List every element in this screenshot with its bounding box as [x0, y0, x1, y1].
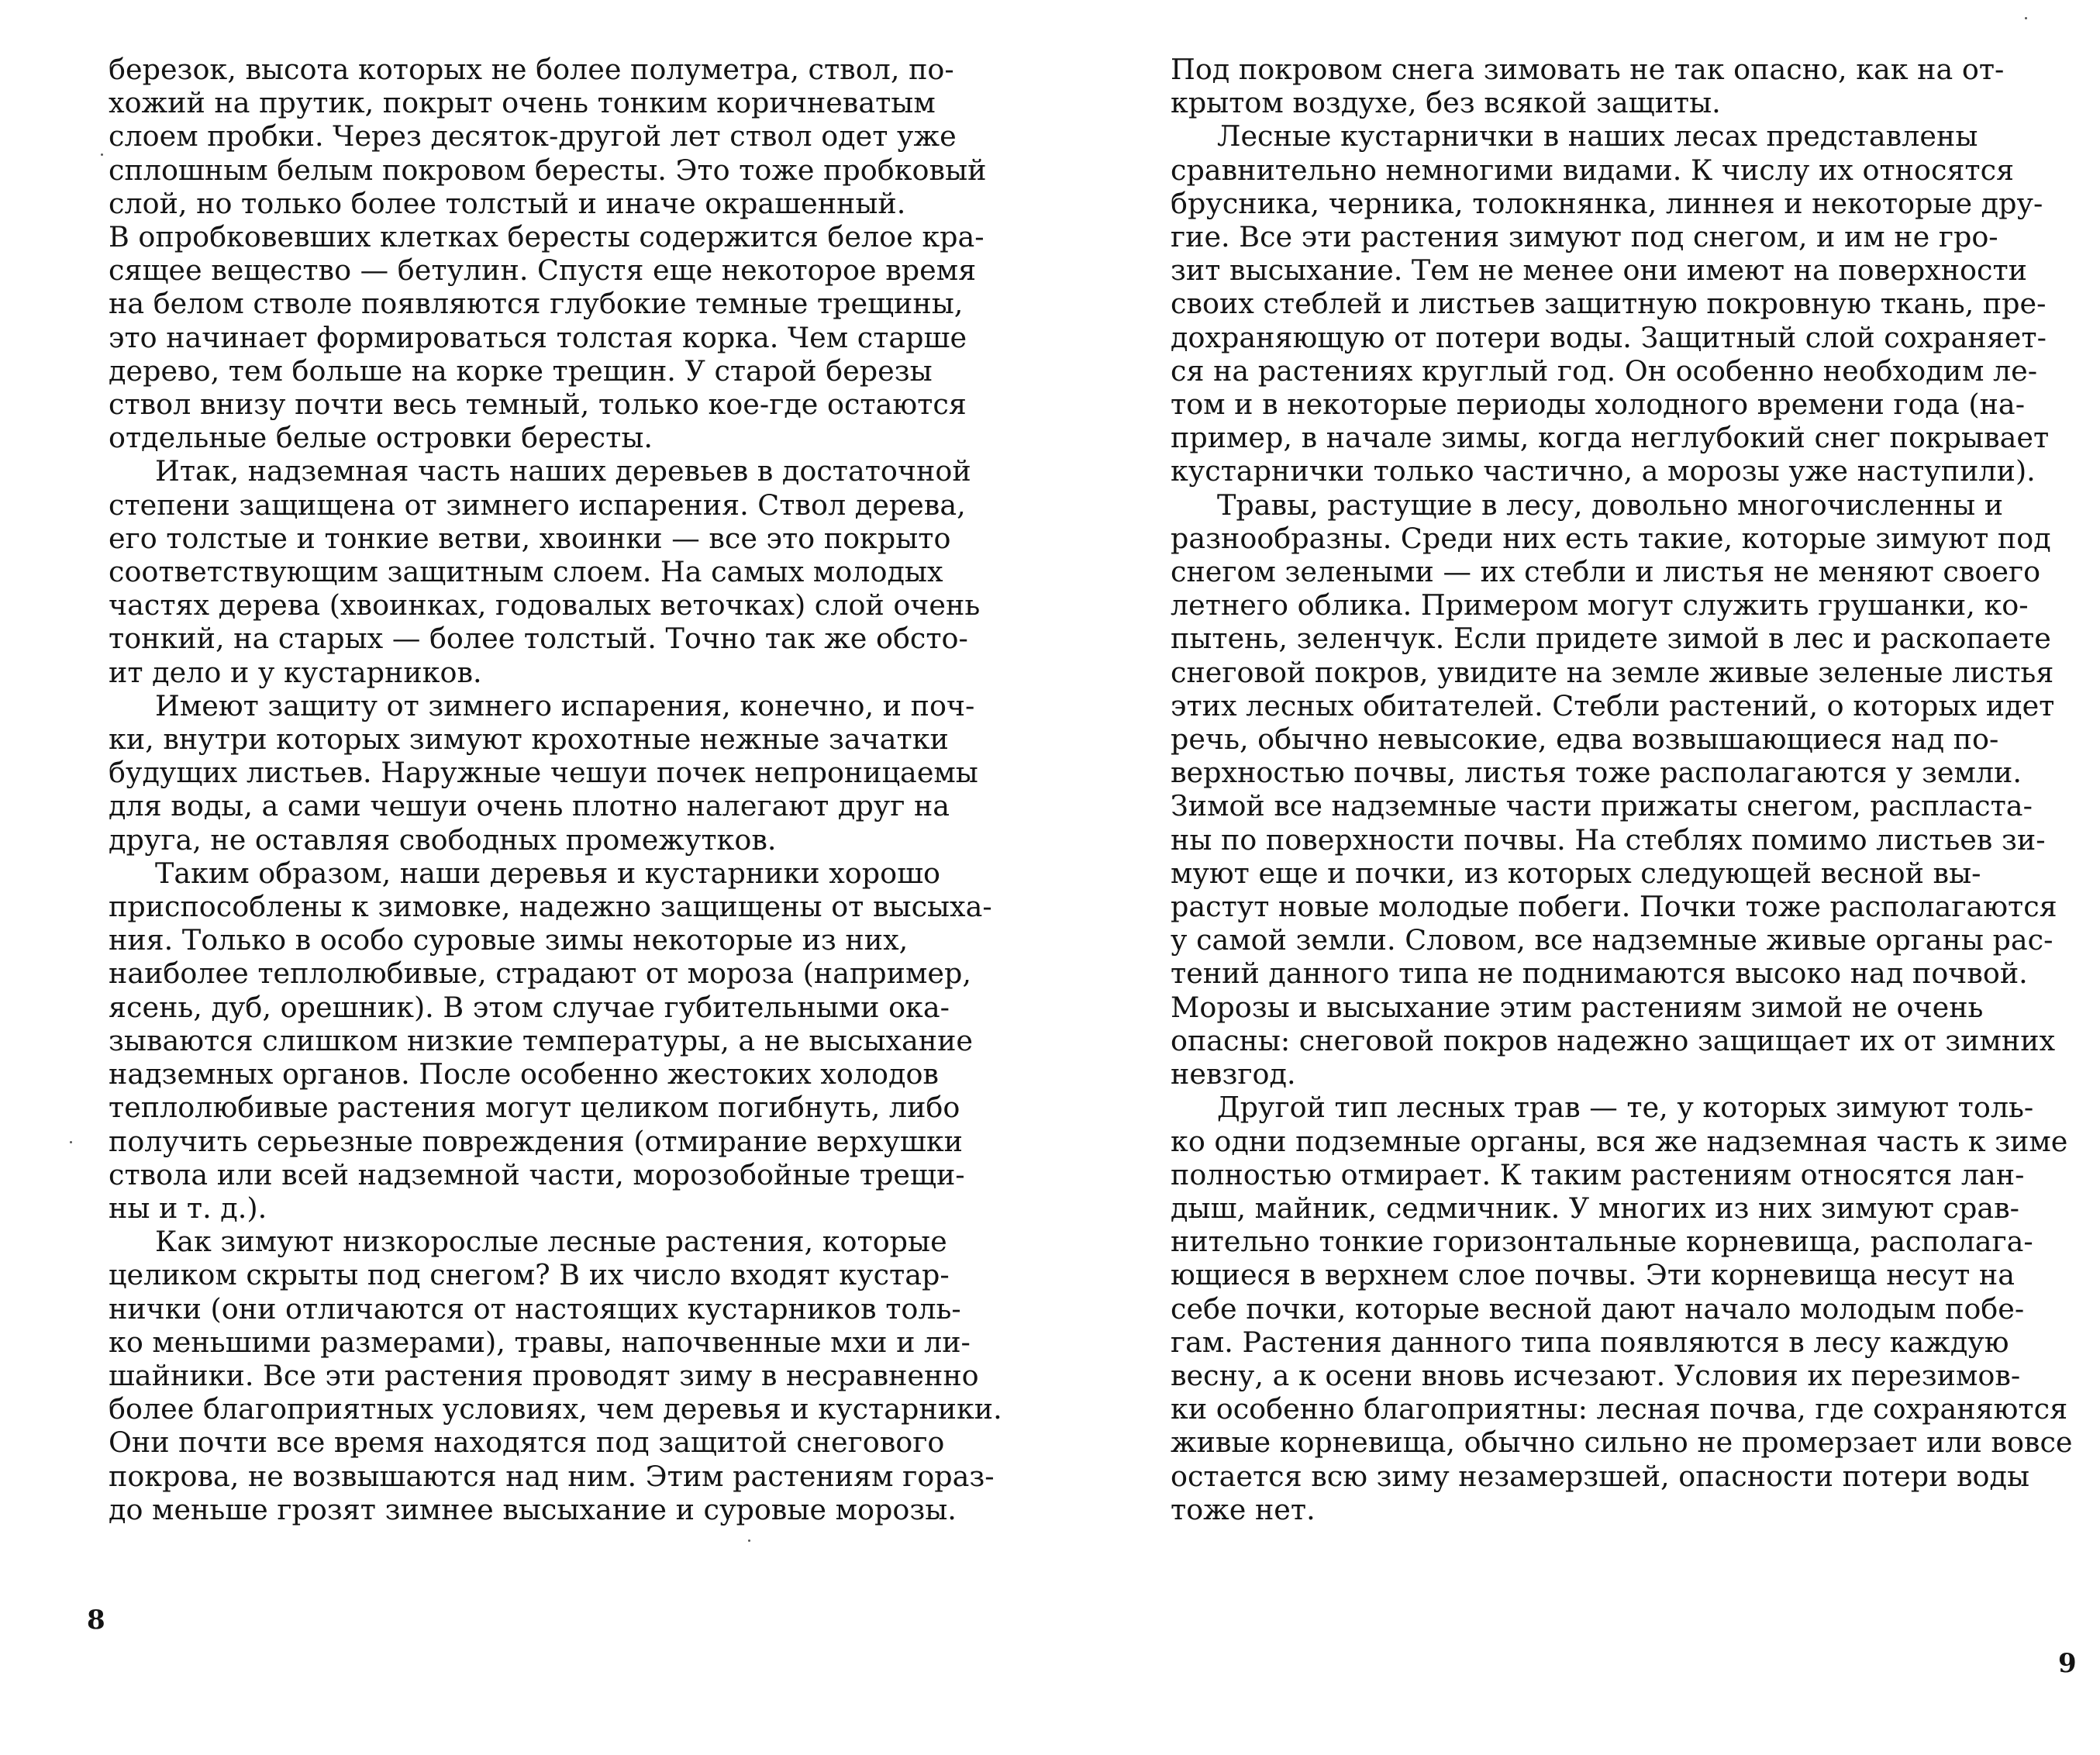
- left-text-column: [109, 53, 1029, 1526]
- print-speck: [748, 1540, 750, 1542]
- print-speck: [2025, 17, 2027, 19]
- paragraph: Итак, надземная часть наших деревьев в достаточной степени защищена от зимнего испарения. Ствол дерева, его толстые и тонкие ветви, хвоинки — все это покрыто соответствующим защитным слоем. На самых молодых частях дерева (хвоинках, годовалых веточках) слой очень тонкий, на старых — более толстый. Точно так же обсто- ит дело и у кустарников.: [109, 454, 981, 689]
- paragraph: березок, высота которых не более полуметра, ствол, по- хожий на прутик, покрыт очень тонким коричневатым слоем пробки. Через десяток-другой лет ствол одет уже сплошным белым покровом бересты. Это тоже пробковый слой, но только более толстый и иначе окрашенный. В опробковевших клетках бересты содержится белое кра- сящее вещество — бетулин. Спустя еще некоторое время на белом стволе появляются глубокие темные трещины, это начинает формироваться толстая корка. Чем старше дерево, тем больше на корке трещин. У старой березы ствол внизу почти весь темный, только кое-где остаются отдельные белые островки бересты.: [109, 53, 987, 455]
- right-text-column: [1171, 53, 2088, 1526]
- paragraph: Травы, растущие в лесу, довольно многочисленны и разнообразны. Среди них есть такие, которые зимуют под снегом зелеными — их стебли и листья не меняют своего летнего облика. Примером могут служить грушанки, ко- пытень, зеленчук. Если придете зимой в лес и раскопаете снеговой покров, увидите на земле живые зеленые листья этих лесных обитателей. Стебли растений, о которых идет речь, обычно невысокие, едва возвышающиеся над по- верхностью почвы, листья тоже располагаются у земли. Зимой все надземные части прижаты снегом, распласта- ны по поверхности почвы. На стеблях помимо листьев зи- муют еще и почки, из которых следующей весной вы- растут новые молодые побеги. Почки тоже располагаются у самой земли. Словом, все надземные живые органы рас- тений данного типа не поднимаются высоко над почвой. Морозы и высыхание этим растениям зимой не очень опасны: снеговой покров надежно защищает их от зимних невзгод.: [1171, 488, 2057, 1091]
- paragraph: Другой тип лесных трав — те, у которых зимуют толь- ко одни подземные органы, вся же надземная часть к зиме полностью отмирает. К таким растениям относятся лан- дыш, майник, седмичник. У многих из них зимуют срав- нительно тонкие горизонтальные корневища, располага- ющиеся в верхнем слое почвы. Эти корневища несут на себе почки, которые весной дают начало молодым побе- гам. Растения данного типа появляются в лесу каждую весну, а к осени вновь исчезают. Условия их перезимов- ки особенно благоприятны: лесная почва, где сохраняются живые корневища, обычно сильно не промерзает или вовсе остается всю зиму незамерзшей, опасности потери воды тоже нет.: [1171, 1091, 2073, 1526]
- paragraph: Лесные кустарнички в наших лесах представлены сравнительно немногими видами. К числу их относятся брусника, черника, толокнянка, линнея и некоторые дру- гие. Все эти растения зимуют под снегом, и им не гро- зит высыхание. Тем не менее они имеют на поверхности своих стеблей и листьев защитную покровную ткань, пре- дохраняющую от потери воды. Защитный слой сохраняет- ся на растениях круглый год. Он особенно необходим ле- том и в некоторые периоды холодного времени года (на- пример, в начале зимы, когда неглубокий снег покрывает кустарнички только частично, а морозы уже наступили).: [1171, 119, 2050, 488]
- paragraph: Имеют защиту от зимнего испарения, конечно, и поч- ки, внутри которых зимуют крохотные нежные зачатки будущих листьев. Наружные чешуи почек непроницаемы для воды, а сами чешуи очень плотно налегают друг на друга, не оставляя свободных промежутков.: [109, 688, 978, 857]
- page-number-right: 9: [2058, 1648, 2077, 1679]
- print-speck: [101, 153, 103, 156]
- paragraph: Как зимуют низкорослые лесные растения, которые целиком скрыты под снегом? В их число входят кустар- нички (они отличаются от настоящих кустарников толь- ко меньшими размерами), травы, напочвенные мхи и ли- шайники. Все эти растения проводят зиму в несравненно более благоприятных условиях, чем деревья и кустарники. Они почти все время находятся под защитой снегового покрова, не возвышаются над ним. Этим растениям гораз- до меньше грозят зимнее высыхание и суровые морозы.: [109, 1225, 1002, 1526]
- paragraph: Под покровом снега зимовать не так опасно, как на от- крытом воздухе, без всякой защиты.: [1171, 53, 2005, 120]
- right-page: [1050, 0, 2100, 1755]
- print-speck: [70, 1141, 72, 1143]
- page-number-left: 8: [87, 1605, 105, 1636]
- paragraph: Таким образом, наши деревья и кустарники хорошо приспособлены к зимовке, надежно защищены от высыха- ния. Только в особо суровые зимы некоторые из них, наиболее теплолюбивые, страдают от мороза (например, ясень, дуб, орешник). В этом случае губительными ока- зываются слишком низкие температуры, а не высыхание надземных органов. После особенно жестоких холодов теплолюбивые растения могут целиком погибнуть, либо получить серьезные повреждения (отмирание верхушки ствола или всей надземной части, морозобойные трещи- ны и т. д.).: [109, 856, 992, 1225]
